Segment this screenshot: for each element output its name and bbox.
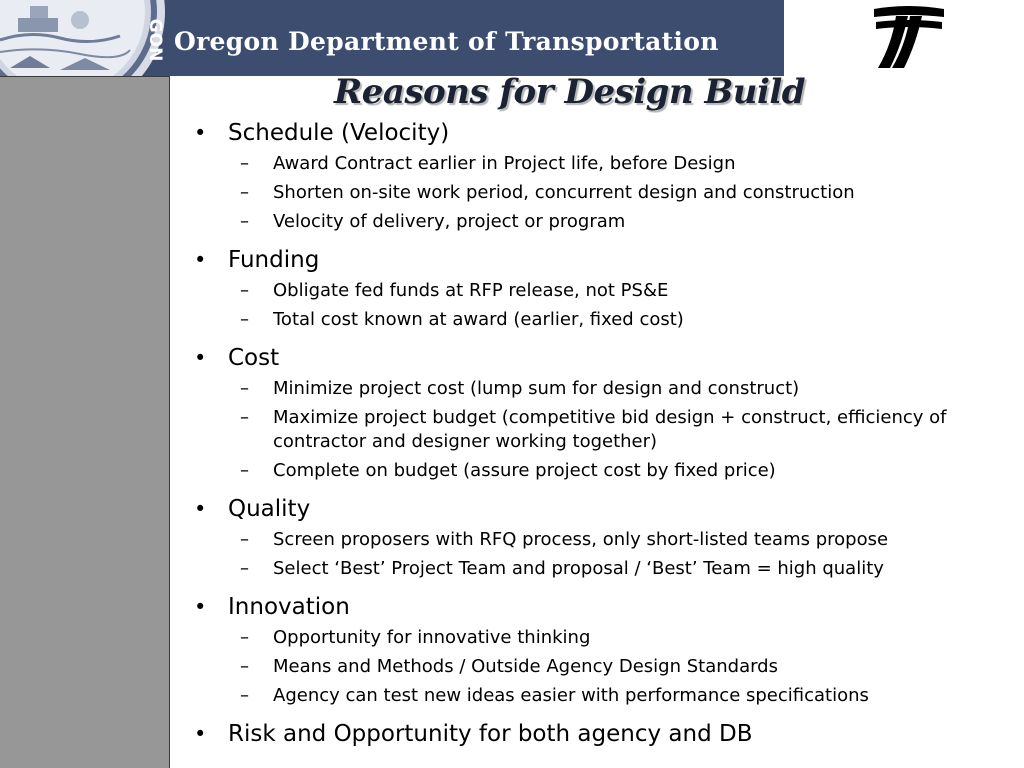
sub-bullet-marker: – bbox=[240, 182, 249, 203]
bullet-label: Risk and Opportunity for both agency and DB bbox=[228, 721, 753, 747]
bullet-marker: • bbox=[194, 595, 207, 619]
oregon-seal bbox=[0, 0, 165, 76]
sub-bullet-marker: – bbox=[240, 280, 249, 301]
sub-bullet-item bbox=[228, 557, 1010, 581]
sub-bullet-text: Velocity of delivery, project or program bbox=[273, 211, 626, 232]
bullet-list-container bbox=[190, 116, 1010, 751]
sub-bullet-item bbox=[228, 655, 1010, 679]
sub-bullet-text: Complete on budget (assure project cost by fixed price) bbox=[273, 460, 776, 481]
sub-bullet-marker: – bbox=[240, 460, 249, 481]
left-sidebar-panel bbox=[0, 76, 170, 768]
bullet-marker: • bbox=[194, 248, 207, 272]
bullet-marker: • bbox=[194, 722, 207, 746]
sub-bullet-item bbox=[228, 181, 1010, 205]
sub-bullet-marker: – bbox=[240, 558, 249, 579]
bullet-item bbox=[190, 717, 1010, 751]
sub-bullet-item bbox=[228, 377, 1010, 401]
bullet-marker: • bbox=[194, 497, 207, 521]
sub-bullet-marker: – bbox=[240, 309, 249, 330]
sub-bullet-marker: – bbox=[240, 407, 249, 428]
sub-bullet-text: Screen proposers with RFQ process, only short-listed teams propose bbox=[273, 529, 889, 550]
bullet-item bbox=[190, 116, 1010, 234]
bullet-label: Quality bbox=[228, 496, 311, 522]
slide-title: Reasons for Design Build bbox=[334, 72, 806, 112]
sub-bullet-item bbox=[228, 626, 1010, 650]
sub-bullet-text: Agency can test new ideas easier with performance specifications bbox=[273, 685, 869, 706]
sub-bullet-list bbox=[228, 152, 1010, 234]
sub-bullet-item bbox=[228, 210, 1010, 234]
sub-bullet-item bbox=[228, 152, 1010, 176]
bullet-list bbox=[190, 116, 1010, 751]
bullet-label: Schedule (Velocity) bbox=[228, 120, 450, 146]
sub-bullet-text: Opportunity for innovative thinking bbox=[273, 627, 591, 648]
sub-bullet-list bbox=[228, 528, 1010, 581]
sub-bullet-marker: – bbox=[240, 685, 249, 706]
sub-bullet-text: Means and Methods / Outside Agency Design Standards bbox=[273, 656, 778, 677]
bullet-item bbox=[190, 341, 1010, 483]
sub-bullet-marker: – bbox=[240, 378, 249, 399]
seal-text: GON bbox=[145, 18, 165, 62]
sub-bullet-text: Select ‘Best’ Project Team and proposal / ‘Best’ Team = high quality bbox=[273, 558, 884, 579]
sub-bullet-text: Minimize project cost (lump sum for design and construct) bbox=[273, 378, 800, 399]
sub-bullet-marker: – bbox=[240, 153, 249, 174]
sub-bullet-item bbox=[228, 459, 1010, 483]
sub-bullet-text: Total cost known at award (earlier, fixed cost) bbox=[273, 309, 684, 330]
sub-bullet-marker: – bbox=[240, 211, 249, 232]
sub-bullet-text: Obligate fed funds at RFP release, not PS&E bbox=[273, 280, 669, 301]
sub-bullet-item bbox=[228, 406, 1010, 454]
bullet-item bbox=[190, 243, 1010, 332]
sub-bullet-marker: – bbox=[240, 656, 249, 677]
sub-bullet-marker: – bbox=[240, 529, 249, 550]
sub-bullet-marker: – bbox=[240, 627, 249, 648]
sub-bullet-text: Shorten on-site work period, concurrent design and construction bbox=[273, 182, 855, 203]
bullet-label: Funding bbox=[228, 247, 320, 273]
sub-bullet-list bbox=[228, 377, 1010, 483]
sub-bullet-item bbox=[228, 528, 1010, 552]
sub-bullet-text: Maximize project budget (competitive bid design + construct, efficiency of contractor and designer working together) bbox=[273, 407, 947, 452]
sub-bullet-list bbox=[228, 279, 1010, 332]
bullet-label: Cost bbox=[228, 345, 280, 371]
bullet-label: Innovation bbox=[228, 594, 350, 620]
sub-bullet-item bbox=[228, 308, 1010, 332]
bullet-item bbox=[190, 492, 1010, 581]
sub-bullet-item bbox=[228, 279, 1010, 303]
bullet-marker: • bbox=[194, 346, 207, 370]
odot-logo-icon bbox=[868, 4, 948, 72]
agency-name: Oregon Department of Transportation bbox=[174, 27, 719, 56]
sub-bullet-item bbox=[228, 684, 1010, 708]
sub-bullet-text: Award Contract earlier in Project life, before Design bbox=[273, 153, 736, 174]
bullet-marker: • bbox=[194, 121, 207, 145]
bullet-item bbox=[190, 590, 1010, 708]
sub-bullet-list bbox=[228, 626, 1010, 708]
